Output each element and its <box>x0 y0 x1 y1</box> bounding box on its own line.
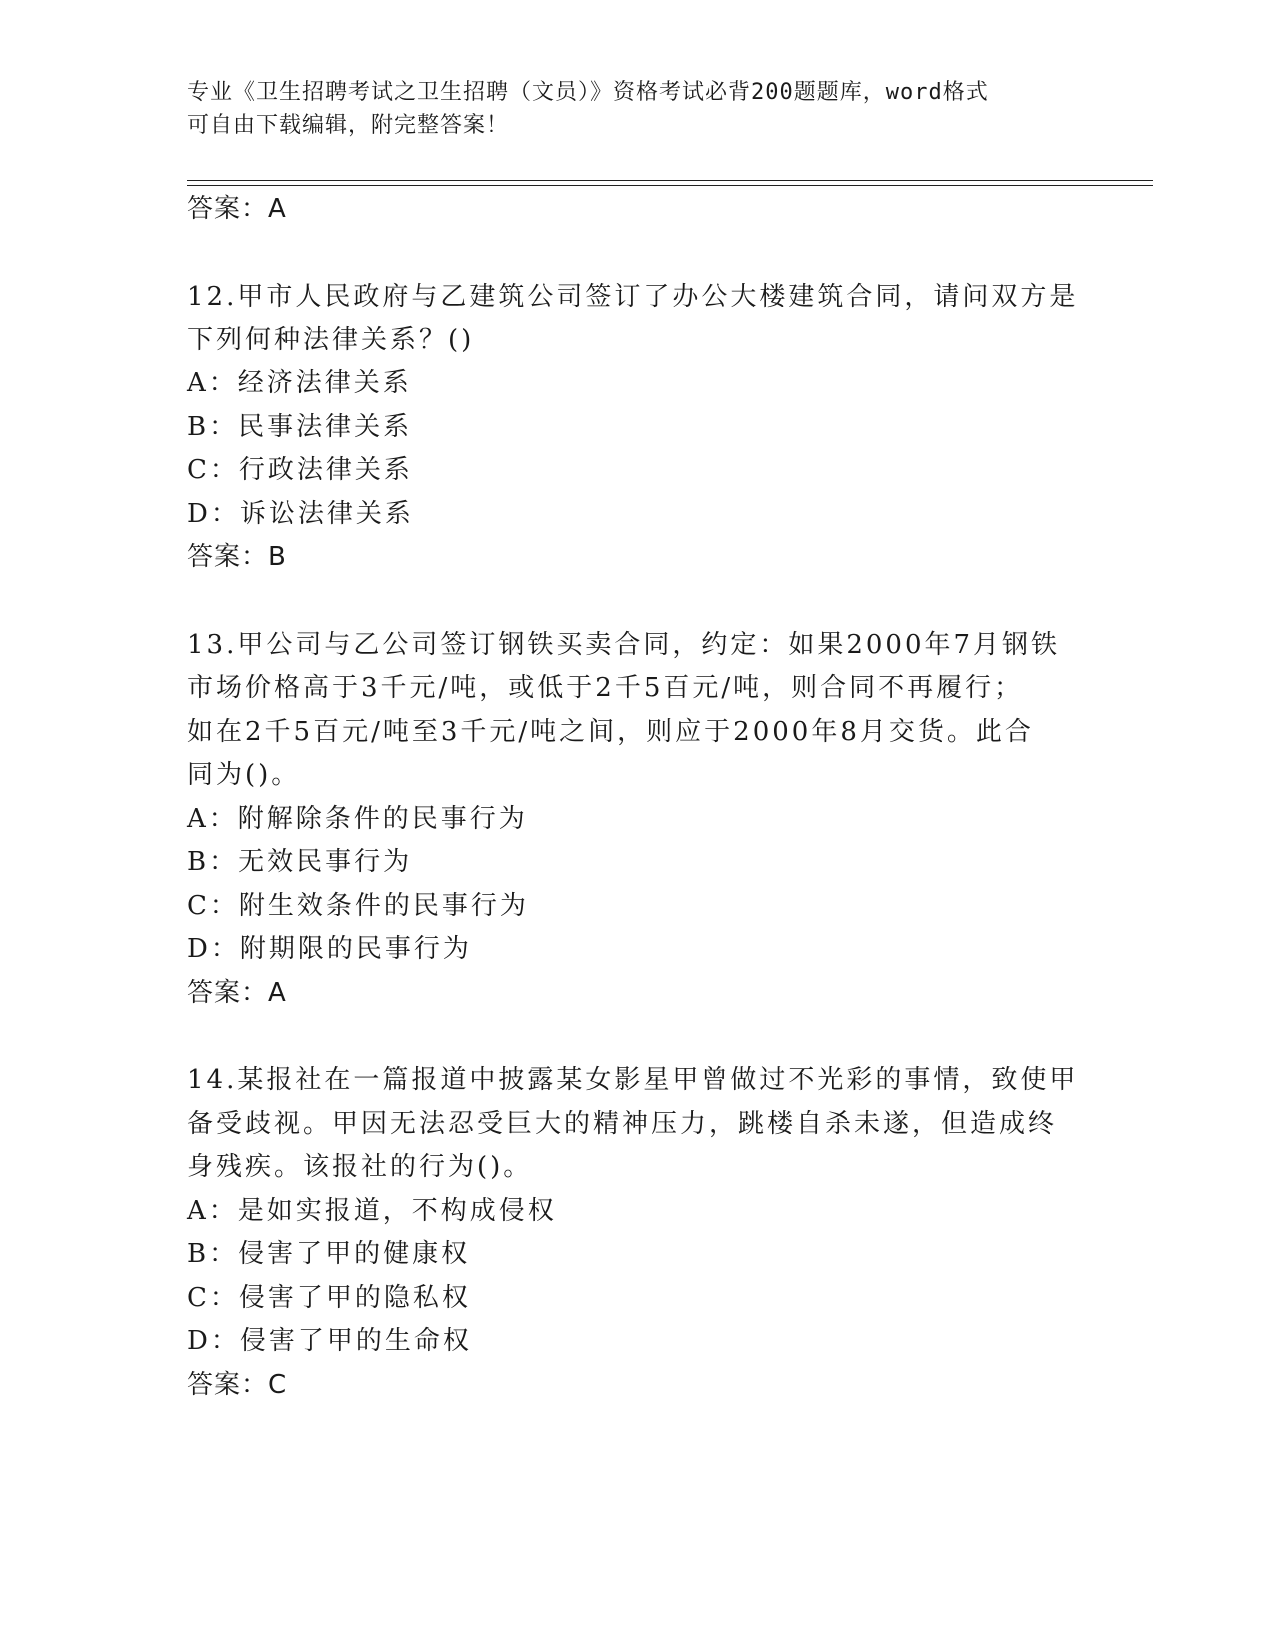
question-13-option-d: D：附期限的民事行为 <box>187 934 472 964</box>
question-12-stem-line-2: 下列何种法律关系？() <box>187 325 475 355</box>
document-header <box>187 76 1087 142</box>
question-12-stem-line-1: 12.甲市人民政府与乙建筑公司签订了办公大楼建筑合同，请问双方是 <box>187 282 1079 312</box>
question-13-stem-line-4: 同为()。 <box>187 760 301 790</box>
question-13-stem-line-1: 13.甲公司与乙公司签订钢铁买卖合同，约定：如果2000年7月钢铁 <box>187 630 1061 660</box>
question-13-option-a: A：附解除条件的民事行为 <box>187 804 528 834</box>
header-line-2: 可自由下载编辑，附完整答案！ <box>187 113 510 138</box>
question-13-option-c: C：附生效条件的民事行为 <box>187 891 529 921</box>
question-13-stem-line-2: 市场价格高于3千元/吨，或低于2千5百元/吨，则合同不再履行； <box>187 673 1024 703</box>
question-14-stem-line-3: 身残疾。该报社的行为()。 <box>187 1152 533 1182</box>
question-14-stem-line-1: 14.某报社在一篇报道中披露某女影星甲曾做过不光彩的事情，致使甲 <box>187 1065 1079 1095</box>
question-12-option-d: D：诉讼法律关系 <box>187 499 414 529</box>
previous-answer: 答案：A <box>187 194 287 224</box>
header-divider-top <box>187 180 1153 181</box>
question-14-answer: 答案：C <box>187 1370 288 1400</box>
question-12-answer: 答案：B <box>187 542 287 572</box>
question-12-option-c: C：行政法律关系 <box>187 455 413 485</box>
question-14-option-d: D：侵害了甲的生命权 <box>187 1326 472 1356</box>
question-14-option-a: A：是如实报道，不构成侵权 <box>187 1196 557 1226</box>
question-13-option-b: B：无效民事行为 <box>187 847 413 877</box>
header-line-1: 专业《卫生招聘考试之卫生招聘（文员）》资格考试必背200题题库，word格式 <box>187 80 989 105</box>
question-14-stem-line-2: 备受歧视。甲因无法忍受巨大的精神压力，跳楼自杀未遂，但造成终 <box>187 1109 1058 1139</box>
question-12-option-a: A：经济法律关系 <box>187 368 412 398</box>
question-14-option-b: B：侵害了甲的健康权 <box>187 1239 471 1269</box>
question-13-answer: 答案：A <box>187 978 287 1008</box>
question-13-stem-line-3: 如在2千5百元/吨至3千元/吨之间，则应于2000年8月交货。此合 <box>187 717 1034 747</box>
header-divider-bottom <box>187 185 1153 186</box>
question-14-option-c: C：侵害了甲的隐私权 <box>187 1283 471 1313</box>
question-12-option-b: B：民事法律关系 <box>187 412 413 442</box>
